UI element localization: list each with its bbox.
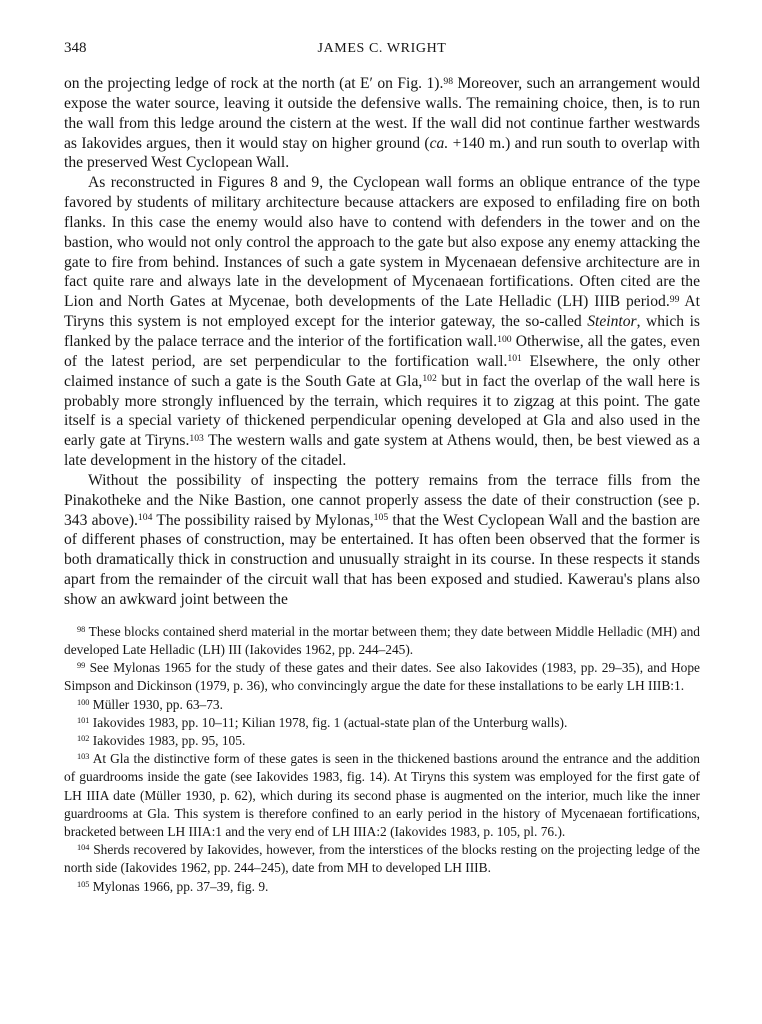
body-paragraph: Without the possibility of inspecting the pottery remains from the terrace fills from the Pinakotheke and the Nike Bastion, one cannot properly assess the date of their construction (see p. 343 above).$^{104}$ The possibility raised by Mylonas,$^{105}$ that the West Cyclopean Wall and the bastion are of different phases of construction, may be entertained. It has often been observed that the former is both dramatically thick in construction and unusually straight in its course. In these respects it stands apart from the remainder of the circuit wall that has been exposed and studied. Kawerau's plans also show an awkward joint between the <box>64 471 700 608</box>
footnote-ref: 101 <box>507 353 522 365</box>
italic-text: Steintor <box>587 313 637 331</box>
footnote-ref: 101 <box>77 716 90 726</box>
footnotes-section <box>64 623 700 896</box>
footnote-ref: 105 <box>77 879 90 889</box>
article-body <box>64 74 700 610</box>
footnote: $^{99}$ See Mylonas 1965 for the study of these gates and their dates. See also Iakovides (1983, pp. 29–35), and Hope Simpson and Dickinson (1979, p. 36), who convincingly argue the date for these installations to be early LH IIIB:1. <box>64 660 700 694</box>
footnote: $^{104}$ Sherds recovered by Iakovides, however, from the interstices of the blocks resting on the projecting ledge of the north side (Iakovides 1962, pp. 244–245), date from MH to developed LH IIIB. <box>64 842 700 876</box>
footnote: $^{98}$ These blocks contained sherd material in the mortar between them; they date between Middle Helladic (MH) and developed Late Helladic (LH) III (Iakovides 1962, pp. 244–245). <box>64 623 700 657</box>
page-header <box>64 40 700 59</box>
italic-text: ca. <box>429 134 449 152</box>
footnote: $^{100}$ Müller 1930, pp. 63–73. <box>77 696 223 712</box>
footnote-ref: 104 <box>77 843 90 853</box>
footnote-ref: 105 <box>373 512 389 524</box>
footnote-ref: 104 <box>137 512 153 524</box>
page-number: 348 <box>64 40 87 56</box>
footnote-ref: 99 <box>77 661 86 671</box>
footnote: $^{105}$ Mylonas 1966, pp. 37–39, fig. 9. <box>77 878 269 894</box>
footnote-ref: 98 <box>77 625 86 635</box>
footnote-ref: 100 <box>77 697 90 707</box>
footnote-ref: 98 <box>443 75 454 87</box>
body-paragraph: on the projecting ledge of rock at the north (at E′ on Fig. 1).$^{98}$ Moreover, such an arrangement would expose the water source, leaving it outside the defensive walls. The remaining choice, then, is to run the wall from this ledge around the cistern at the west. If the wall did not continue farther westwards as Iakovides argues, then it would stay on higher ground (ca. +140 m.) and run south to overlap with the preserved West Cyclopean Wall. <box>64 75 700 172</box>
footnote-ref: 102 <box>77 734 90 744</box>
footnote-ref: 103 <box>189 432 204 444</box>
footnote: $^{103}$ At Gla the distinctive form of these gates is seen in the thickened bastions around the entrance and the addition of guardrooms inside the gate (see Iakovides 1983, fig. 14). At Tiryns this system was employed for the first gate of LH IIIA date (Müller 1930, p. 62), which during its second phase is augmented on the interior, much like the inner guardrooms at Gla. This system is therefore confined to an early period in the history of Mycenaean fortifications, bracketed between LH IIIA:1 and the very end of LH IIIA:2 (Iakovides 1983, p. 105, pl. 76.). <box>64 751 700 840</box>
footnote: $^{102}$ Iakovides 1983, pp. 95, 105. <box>77 733 246 748</box>
footnote-ref: 99 <box>669 293 680 305</box>
footnote-ref: 100 <box>497 333 512 345</box>
body-paragraph: As reconstructed in Figures 8 and 9, the Cyclopean wall forms an oblique entrance of the type favored by students of military architecture because attackers are exposed to enfilading fire on both flanks. In this case the enemy would also have to contend with defenders in the tower and on the bastion, who would not only control the approach to the gate but also expose any enemy attacking the gate to fire from behind. Instances of such a gate system in Mycenaean defensive architecture are in fact quite rare and always late in the development of Mycenaean fortifications. Often cited are the Lion and North Gates at Mycenae, both developments of the Late Helladic (LH) IIIB period.$^{99}$ At Tiryns this system is not employed except for the interior gateway, the so-called Steintor, which is flanked by the palace terrace and the interior of the fortification wall.$^{100}$ Otherwise, all the gates, even of the latest period, are set perpendicular to the fortification wall.$^{101}$ Elsewhere, the only other claimed instance of such a gate is the South Gate at Gla,$^{102}$ but in fact the overlap of the wall here is probably more strongly influenced by the terrain, which requires it to zigzag at this point. The gate itself is a special variety of thickened perpendicular opening developed at Gla and also used in the early gate at Tiryns.$^{103}$ The western walls and gate system at Athens would, then, be best viewed as a late development in the history of the citadel. <box>64 174 701 470</box>
running-head: JAMES C. WRIGHT <box>317 41 447 56</box>
footnote-ref: 102 <box>422 373 437 385</box>
footnote-ref: 103 <box>77 752 90 762</box>
footnote: $^{101}$ Iakovides 1983, pp. 10–11; Kilian 1978, fig. 1 (actual-state plan of the Unterburg walls). <box>77 714 568 730</box>
